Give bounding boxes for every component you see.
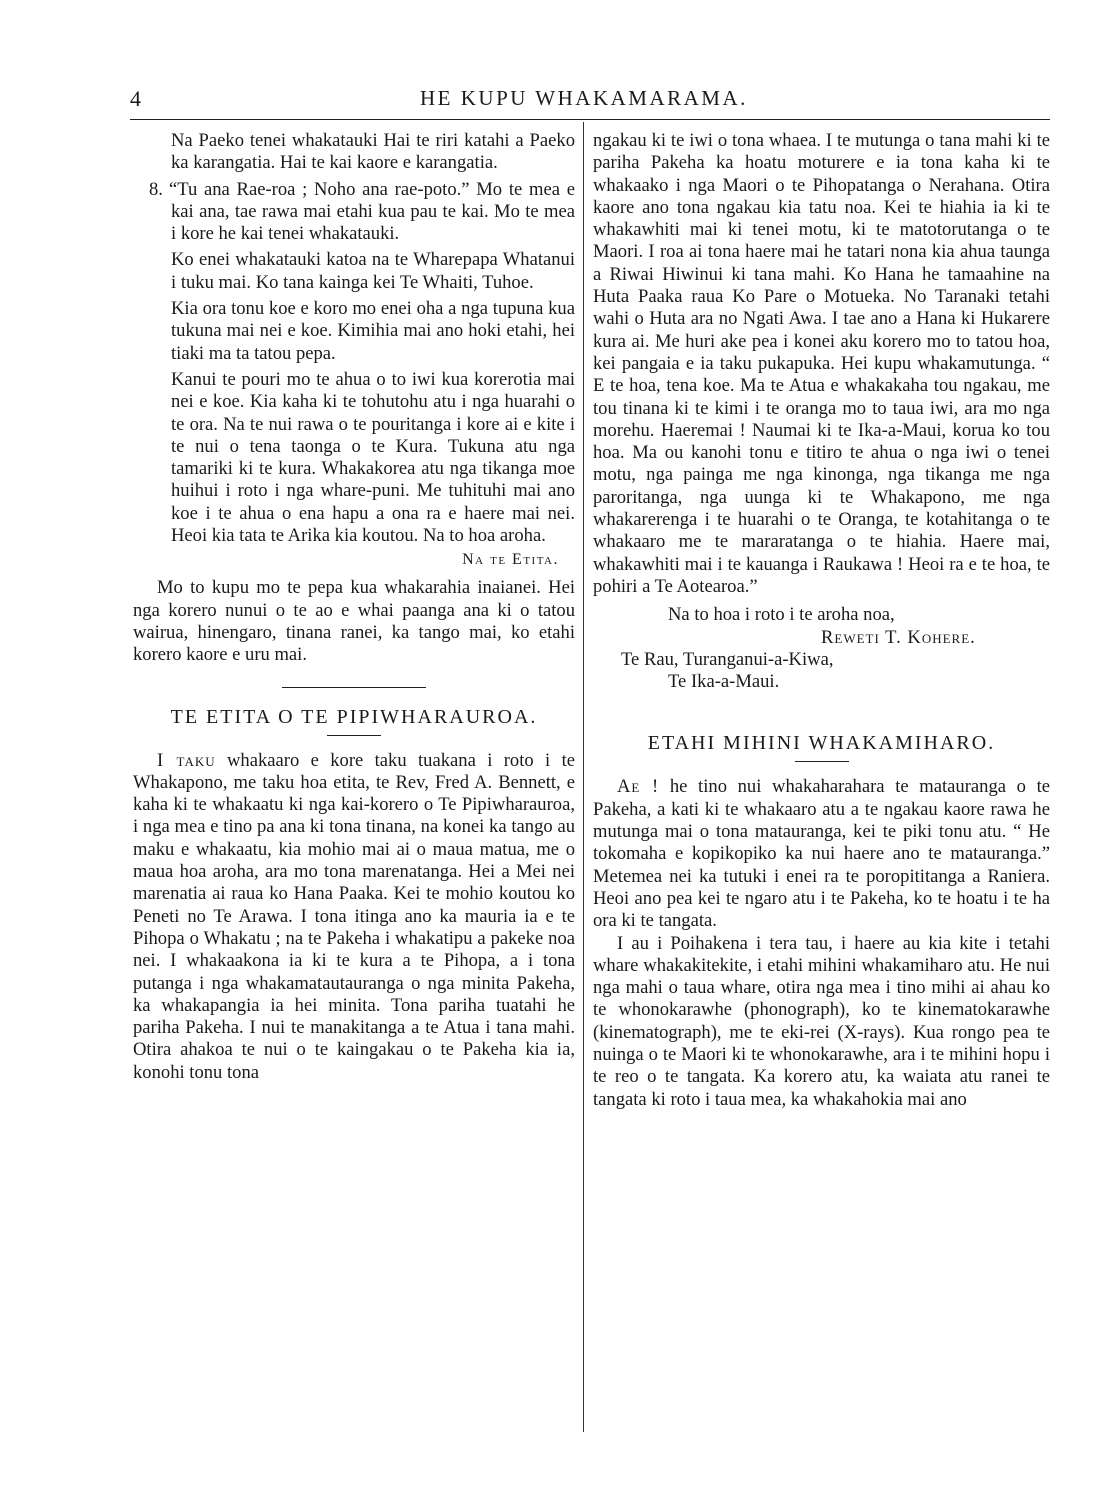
- column-divider: [583, 122, 584, 1432]
- author-name: Reweti T. Kohere.: [821, 626, 976, 648]
- paragraph: Na Paeko tenei whakatauki Hai te riri katahi a Paeko ka karangatia. Hai te kai kaore e karangatia.: [171, 130, 575, 174]
- running-title: HE KUPU WHAKAMARAMA.: [420, 86, 748, 110]
- right-column: [593, 130, 1050, 1111]
- section-rule: [282, 687, 426, 688]
- heading-rule: [795, 761, 849, 762]
- letter-signature: [593, 604, 1050, 693]
- left-column: [133, 130, 575, 1084]
- author-address: Te Rau, Turanganui-a-Kiwa,: [621, 648, 834, 670]
- paragraph: Kia ora tonu koe e koro mo enei oha a nga tupuna kua tukuna mai nei e koe. Kimihia mai ano hoki etahi, hei tiaki ma ta tatou pepa.: [171, 298, 575, 364]
- section-heading: TE ETITA O TE PIPIWHARAUROA.: [170, 705, 538, 728]
- page-number: 4: [130, 86, 141, 111]
- header-rule: [130, 119, 1050, 120]
- letter-continuation: ngakau ki te iwi o tona whaea. I te mutunga o tana mahi ki te pariha Pakeha ka hoatu moturere e ia tona kaha ki te whakaako i nga Maori o te Pihopatanga o Nerahana. Otira kaore ano tona ngakau kia tatu noa. Kei te hiahia ia ki te whakawhiti mai ki tenei motu, ki te matotorutanga o te Maori. I roa ai tona haere mai he tatari nona kia ahua taunga a Riwai Hiwinui ki tana mahi. Ko Hana he tamaahine na Huta Paaka raua Ko Pare o Motueka. No Taranaki tetahi wahi o Huta ara no Ngati Awa. I tae ano a Hana ki Hukarere kura ai. Me huri ake pea i konei aku korero mo to tatou hoa, kei pangaia e ia taku pukapuka. Hei kupu whakamutunga. “ E te hoa, tena koe. Ma te Atua e whakakaha tou ngakau, me tou tinana ki te kimi i te oranga mo to taua iwi, ara mo nga morehu. Haeremai ! Naumai ki te Ika-a-Maui, korua ko tou hoa. Ma ou kanohi tonu e titiro te ahua o nga iwi o tenei motu, nga painga me nga kinonga, nga tikanga me nga paroritanga, nga uunga ki te Whakapono, me nga whakarerenga i te huarahi o te Oranga, te kotahitanga o te whakaaro me te mararatanga o te hiahia. Haere mai, whakawhiti mai i te kauanga i Raukawa ! Heoi ra e te hoa, te pohiri a Te Aotearoa.”: [593, 130, 1050, 597]
- proverb-text: “Tu ana Rae-roa ; Noho ana rae-poto.” Mo te mea e kai ana, tae rawa mai etahi kua pau te kai. Mo te mea i kore he kai tenei whakatauki.: [169, 178, 575, 245]
- lead-words: I taku: [157, 749, 216, 771]
- numbered-proverb: [133, 179, 575, 246]
- section-heading: ETAHI MIHINI WHAKAMIHARO.: [647, 732, 996, 755]
- author-region: Te Ika-a-Maui.: [668, 671, 780, 693]
- paragraph: Mo to kupu mo te pepa kua whakarahia inaianei. Hei nga korero nunui o te ao e whai paanga ana ki o tatou wairua, hinengaro, tinana ranei, ka tango mai, ko etahi korero kaore e uru mai.: [133, 577, 575, 666]
- letter-text: whakaaro e kore taku tuakana i roto i te Whakapono, me taku hoa etita, te Rev, Fred A. Bennett, e kaha ki te whakaatu ki nga kai-korero o Te Pipiwharauroa, i nga mea e tino pa ana ki tona tinana, na konei ka tango au maku e whakaatu, kia mohio mai ai o maua matua, me o maua hoa aroha, ara mo tona marenatanga. Hei a Mei nei marenatia ai raua ko Hana Paaka. Kei te mohio koutou ko Peneti no Te Arawa. I tona itinga ano ka mauria ia e te Pihopa o Whakatu ; na te Pakeha i whakatipu a pakeke noa nei. I whakaakona ia ki te kura a te Pihopa, a i tona putanga i nga whakamatautauranga o nga minita Pakeha, ka whakapangia ia hei minita. Tona pariha tuatahi he pariha Pakeha. I nui te manakitanga a te Atua i tana mahi. Otira ahakoa te nui o te kaingakau o te Pakeha kia ia, konohi tonu tona: [133, 749, 575, 1083]
- editor-signoff: Na te Etita.: [462, 551, 559, 569]
- editor-reply: Kanui te pouri mo te ahua o to iwi kua korerotia mai nei e koe. Kia kaha ki te tohutohu atu i nga huarahi o te ora. Na te nui rawa o te pouritanga i kore ai e kite i te nui o tena taonga o te Kura. Tukuna atu nga tamariki ki te kura. Whakakorea atu nga tikanga moe huihui i roto i nga whare-puni. Me tuhituhi mai ano koe i te ahua o ena hapu a ona ra e haere mai nei. Heoi kia tata te Arika kia koutou. Na to hoa aroha.: [171, 368, 575, 547]
- article-body: [593, 776, 1050, 932]
- letter-body: [133, 750, 575, 1084]
- article-text: he tino nui whakaharahara te matauranga o te Pakeha, a kati ki te whakaaro atu a te ngakau kaore rawa he mutunga mai o tona matauranga, kei te piki tonu atu. “ He tokomaha e kopikopiko ka nui haere ano te matauranga.” Metemea nei ka tutuki i enei ra te poropititanga a Raniera. Heoi ano pea kei te ngaro atu i te Pakeha, ko te hoatu i te ha ora ki te tangata.: [593, 776, 1050, 932]
- paragraph: I au i Poihakena i tera tau, i haere au kia kite i tetahi whare whakakitekite, i etahi mihini whakamiharo atu. He nui nga mahi o taua whare, otira nga mea i tino mihi ai ahau ko te whonokarawhe (phonograph), ko te kinematokarawhe (kinematograph), me te eki-rei (X-rays). Kua rongo pea te nuinga o te Maori ki te whonokarawhe, ara i te mihini hopu i te reo o te tangata. Ka korero atu, ka waiata atu ranei te tangata ki roto i taua mea, ka whakahokia mai ano: [593, 932, 1050, 1110]
- closing-line: Na to hoa i roto i te aroha noa,: [668, 604, 895, 626]
- heading-rule: [327, 735, 381, 736]
- lead-words: Ae !: [617, 776, 660, 798]
- proverb-number: 8.: [149, 178, 163, 200]
- paragraph: Ko enei whakatauki katoa na te Wharepapa Whatanui i tuku mai. Ko tana kainga kei Te Whaiti, Tuhoe.: [171, 249, 575, 293]
- page-header: [130, 86, 1050, 114]
